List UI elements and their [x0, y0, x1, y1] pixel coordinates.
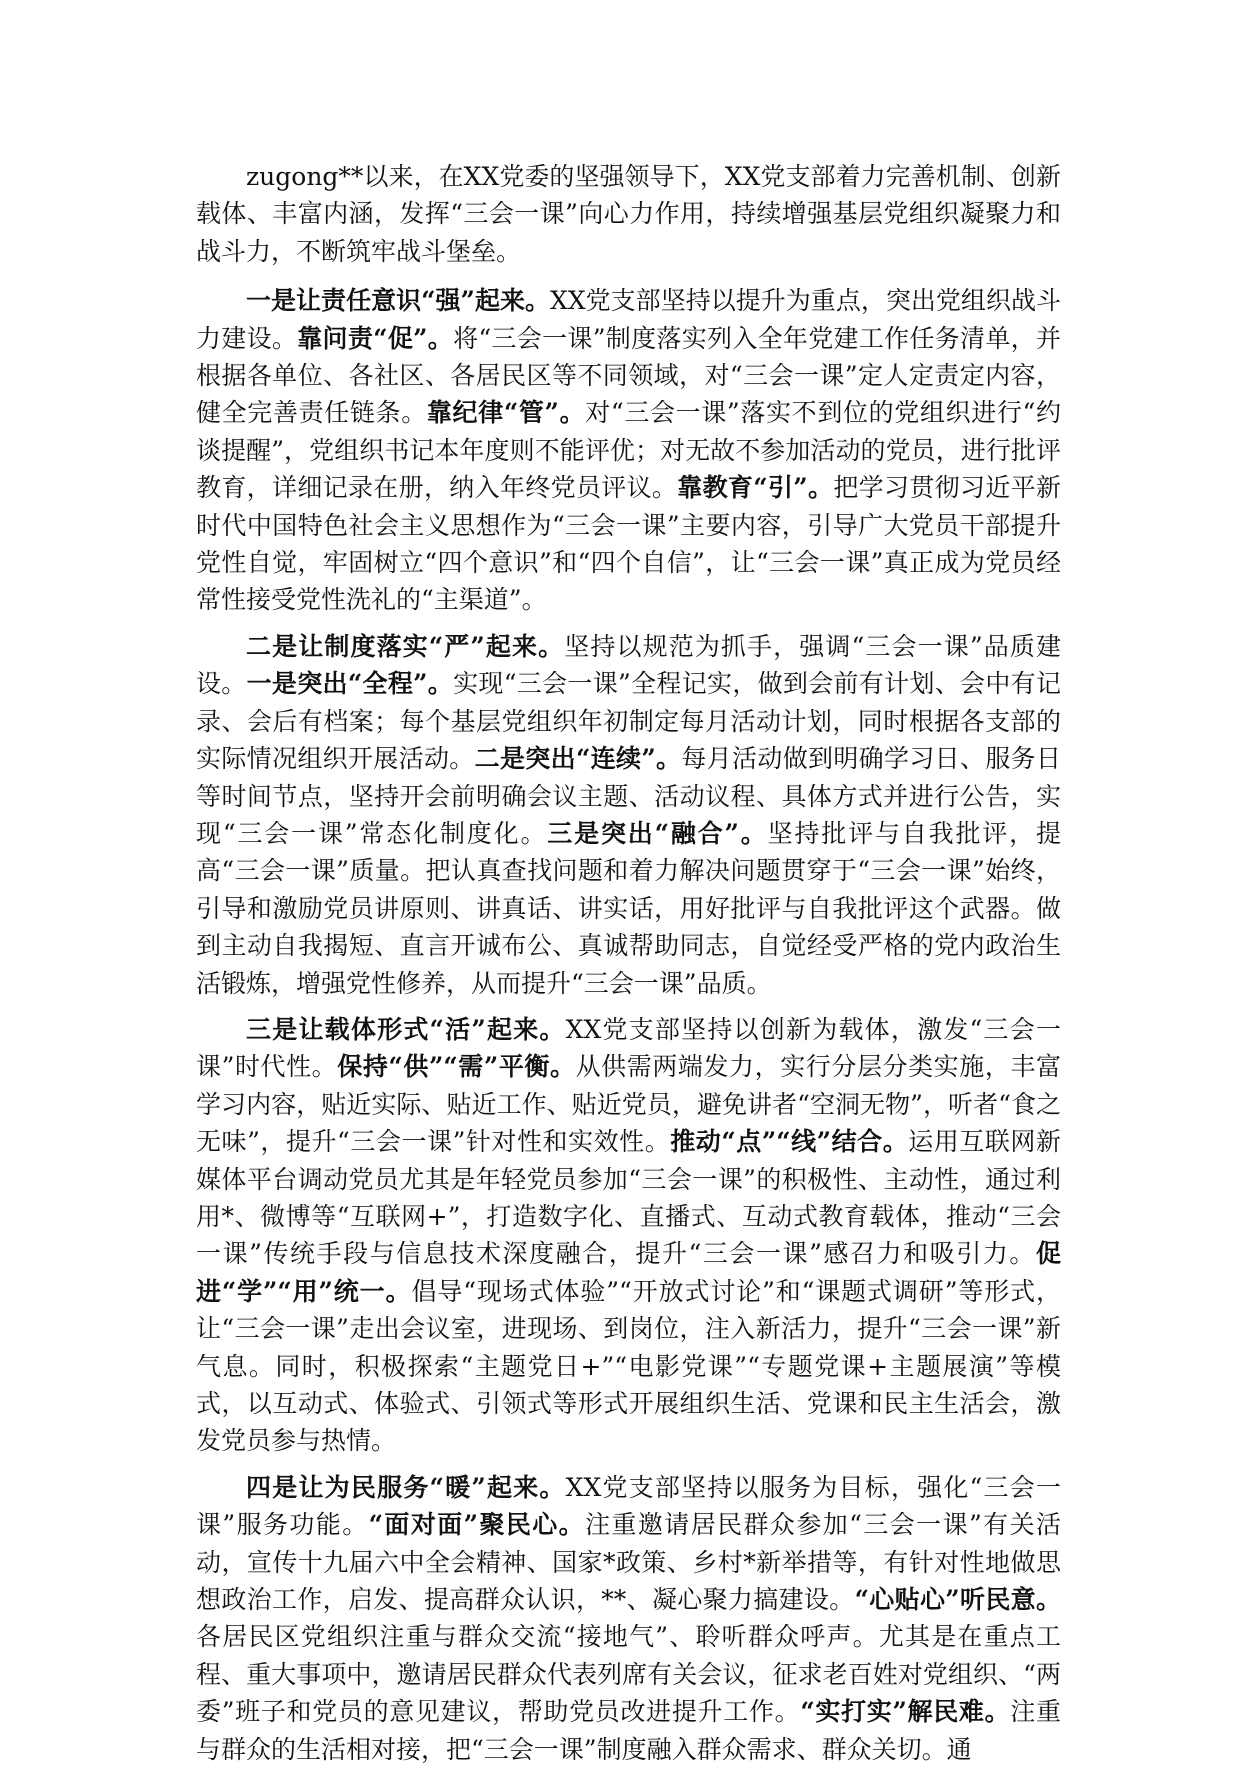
text-run: 注重邀请居民群众参加“三会一课”有关活动，宣传十九届六中全会精神、国家*政策、乡村*新举措等，有针对性地做思想政治工作，启发、提高群众认识，**、凝心聚力搞建设。 — [196, 1510, 1061, 1615]
sub-heading: 一是突出“全程”。 — [246, 669, 454, 699]
intro-paragraph — [196, 158, 1061, 270]
text-run: XX党支部坚持以创新为载体，激发“三会一课”时代性。 — [196, 1014, 1061, 1082]
section-heading: 四是让为民服务“暖”起来。 — [246, 1472, 566, 1502]
text-run: 每月活动做到明确学习日、服务日等时间节点，坚持开会前明确会议主题、活动议程、具体方式并进行公告，实现“三会一课”常态化制度化。 — [196, 744, 1061, 848]
text-run: 运用互联网新媒体平台调动党员尤其是年轻党员参加“三会一课”的积极性、主动性，通过利用*、微博等“互联网+”，打造数字化、直播式、互动式教育载体，推动“三会一课”传统手段与信息技术深度融合，提升“三会一课”感召力和吸引力。 — [196, 1127, 1061, 1269]
section-one-paragraph — [196, 282, 1061, 619]
text-run: XX党支部坚持以提升为重点，突出党组织战斗力建设。 — [196, 286, 1061, 353]
sub-heading: 二是突出“连续”。 — [474, 744, 682, 774]
sub-heading: 保持“供”“需”平衡。 — [337, 1052, 576, 1082]
section-heading: 一是让责任意识“强”起来。 — [246, 286, 551, 316]
sub-heading: 三是突出“融合”。 — [547, 818, 768, 848]
text-run: XX党支部坚持以服务为目标，强化“三会一课”服务功能。 — [196, 1472, 1061, 1540]
text-run: 实现“三会一课”全程记实，做到会前有计划、会中有记录、会后有档案；每个基层党组织年初制定每月活动计划，同时根据各支部的实际情况组织开展活动。 — [196, 669, 1061, 774]
text-run: 对“三会一课”落实不到位的党组织进行“约谈提醒”，党组织书记本年度则不能评优；对无故不参加活动的党员，进行批评教育，详细记录在册，纳入年终党员评议。 — [196, 398, 1061, 503]
text-run: 坚持批评与自我批评，提高“三会一课”质量。把认真查找问题和着力解决问题贯穿于“三会一课”始终，引导和激励党员讲原则、讲真话、讲实话，用好批评与自我批评这个武器。做到主动自我揭短、直言开诚布公、真诚帮助同志，自觉经受严格的党内政治生活锻炼，增强党性修养，从而提升“三会一课”品质。 — [196, 818, 1061, 998]
text-run: 注重与群众的生活相对接，把“三会一课”制度融入群众需求、群众关切。通 — [196, 1697, 1061, 1764]
section-heading: 二是让制度落实“严”起来。 — [246, 631, 565, 661]
document-body — [196, 158, 1061, 1777]
text-run: 倡导“现场式体验”“开放式讨论”和“课题式调研”等形式，让“三会一课”走出会议室，进现场、到岗位，注入新活力，提升“三会一课”新气息。同时，积极探索“主题党日+”“电影党课”“专题党课+主题展演”等模式，以互动式、体验式、引领式等形式开展组织生活、党课和民主生活会，激发党员参与热情。 — [196, 1276, 1061, 1456]
text-run: 把学习贯彻习近平新时代中国特色社会主义思想作为“三会一课”主要内容，引导广大党员干部提升党性自觉，牢固树立“四个意识”和“四个自信”，让“三会一课”真正成为党员经常性接受党性洗礼的“主渠道”。 — [196, 473, 1061, 615]
sub-heading: 靠问责“促”。 — [297, 323, 454, 353]
section-two-paragraph — [196, 628, 1061, 1002]
sub-heading: 推动“点”“线”结合。 — [670, 1127, 909, 1157]
sub-heading: 促进“学”“用”统一。 — [196, 1239, 1061, 1306]
text-run: zugong**以来，在XX党委的坚强领导下，XX党支部着力完善机制、创新载体、丰富内涵，发挥“三会一课”向心力作用，持续增强基层党组织凝聚力和战斗力，不断筑牢战斗堡垒。 — [196, 162, 1061, 266]
sub-heading: “面对面”聚民心。 — [368, 1510, 586, 1540]
section-three-paragraph — [196, 1011, 1061, 1460]
text-run: 从供需两端发力，实行分层分类实施，丰富学习内容，贴近实际、贴近工作、贴近党员，避免讲者“空洞无物”，听者“食之无味”，提升“三会一课”针对性和实效性。 — [196, 1052, 1061, 1157]
sub-heading: “心贴心”听民意。 — [854, 1585, 1061, 1615]
text-run: 将“三会一课”制度落实列入全年党建工作任务清单，并根据各单位、各社区、各居民区等不同领域，对“三会一课”定人定责定内容，健全完善责任链条。 — [196, 323, 1061, 428]
section-heading: 三是让载体形式“活”起来。 — [246, 1014, 566, 1044]
text-run: 坚持以规范为抓手，强调“三会一课”品质建设。 — [196, 631, 1061, 699]
sub-heading: “实打实”解民难。 — [800, 1697, 1011, 1727]
sub-heading: 靠教育“引”。 — [677, 473, 834, 503]
text-run: 各居民区党组织注重与群众交流“接地气”、聆听群众呼声。尤其是在重点工程、重大事项中，邀请居民群众代表列席有关会议，征求老百姓对党组织、“两委”班子和党员的意见建议，帮助党员改进提升工作。 — [196, 1622, 1061, 1727]
sub-heading: 靠纪律“管”。 — [426, 398, 586, 428]
section-four-paragraph — [196, 1469, 1061, 1768]
